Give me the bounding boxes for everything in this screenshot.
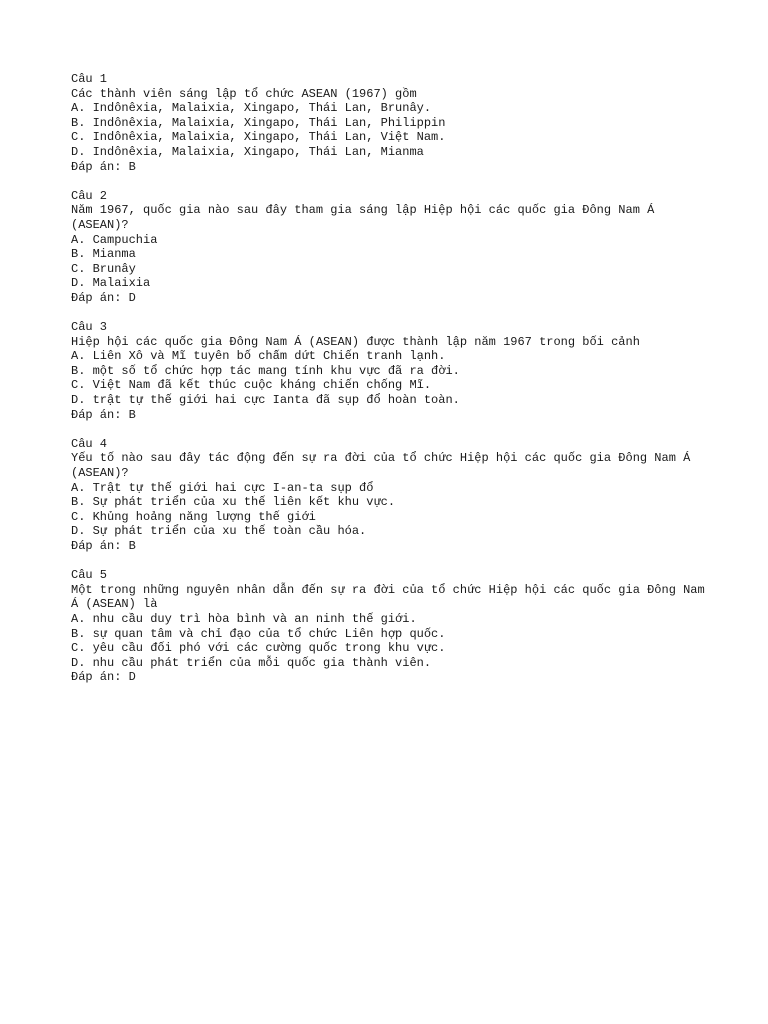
question-number: Câu 3	[71, 320, 108, 335]
option-b: B. Indônêxia, Malaixia, Xingapo, Thái Lan, Philippin	[71, 115, 446, 130]
answer-line: Đáp án: B	[71, 159, 136, 174]
question-stem: Hiệp hội các quốc gia Đông Nam Á (ASEAN) được thành lập năm 1967 trong bối cảnh	[71, 334, 640, 349]
option-c: C. Brunây	[71, 261, 136, 276]
option-a: A. Liên Xô và Mĩ tuyên bố chấm dứt Chiến tranh lạnh.	[71, 349, 446, 364]
option-a: A. nhu cầu duy trì hòa bình và an ninh thế giới.	[71, 611, 417, 626]
option-a: A. Campuchia	[71, 232, 158, 247]
answer-line: Đáp án: D	[71, 670, 136, 685]
option-d: D. nhu cầu phát triển của mỗi quốc gia thành viên.	[71, 655, 432, 670]
question-stem: Các thành viên sáng lập tổ chức ASEAN (1967) gồm	[71, 86, 417, 101]
option-d: D. Sự phát triển của xu thế toàn cầu hóa.	[71, 524, 367, 539]
question-number: Câu 1	[71, 72, 108, 86]
question-4	[71, 437, 711, 554]
option-a: A. Indônêxia, Malaixia, Xingapo, Thái Lan, Brunây.	[71, 101, 432, 116]
question-2	[71, 189, 711, 306]
option-b: B. sự quan tâm và chỉ đạo của tổ chức Liên hợp quốc.	[71, 626, 446, 641]
question-number: Câu 4	[71, 436, 108, 451]
question-number: Câu 2	[71, 188, 108, 203]
option-c: C. Indônêxia, Malaixia, Xingapo, Thái Lan, Việt Nam.	[71, 130, 446, 145]
option-b: B. Mianma	[71, 247, 136, 262]
option-c: C. yêu cầu đối phó với các cường quốc trong khu vực.	[71, 641, 446, 656]
option-c: C. Việt Nam đã kết thúc cuộc kháng chiến chống Mĩ.	[71, 378, 432, 393]
question-1	[71, 72, 711, 174]
question-5	[71, 568, 711, 685]
option-d: D. Malaixia	[71, 276, 151, 291]
answer-line: Đáp án: B	[71, 407, 136, 422]
option-d: D. Indônêxia, Malaixia, Xingapo, Thái Lan, Mianma	[71, 144, 424, 159]
question-stem: Năm 1967, quốc gia nào sau đây tham gia sáng lập Hiệp hội các quốc gia Đông Nam Á (ASEAN)?	[71, 203, 655, 232]
document-page	[71, 72, 711, 700]
question-stem: Yếu tố nào sau đây tác động đến sự ra đời của tổ chức Hiệp hội các quốc gia Đông Nam Á (ASEAN)?	[71, 451, 691, 481]
question-stem: Một trong những nguyên nhân dẫn đến sự ra đời của tổ chức Hiệp hội các quốc gia Đông Nam Á (ASEAN) là	[71, 582, 705, 612]
answer-line: Đáp án: B	[71, 539, 136, 553]
answer-line: Đáp án: D	[71, 290, 136, 305]
question-number: Câu 5	[71, 568, 108, 583]
option-b: B. Sự phát triển của xu thế liên kết khu vực.	[71, 495, 396, 510]
option-b: B. một số tổ chức hợp tác mang tính khu vực đã ra đời.	[71, 363, 460, 378]
question-3	[71, 320, 711, 422]
option-d: D. trật tự thế giới hai cực Ianta đã sụp đổ hoàn toàn.	[71, 393, 460, 408]
option-c: C. Khủng hoảng năng lượng thế giới	[71, 509, 316, 524]
option-a: A. Trật tự thế giới hai cực I-an-ta sụp đổ	[71, 480, 374, 495]
